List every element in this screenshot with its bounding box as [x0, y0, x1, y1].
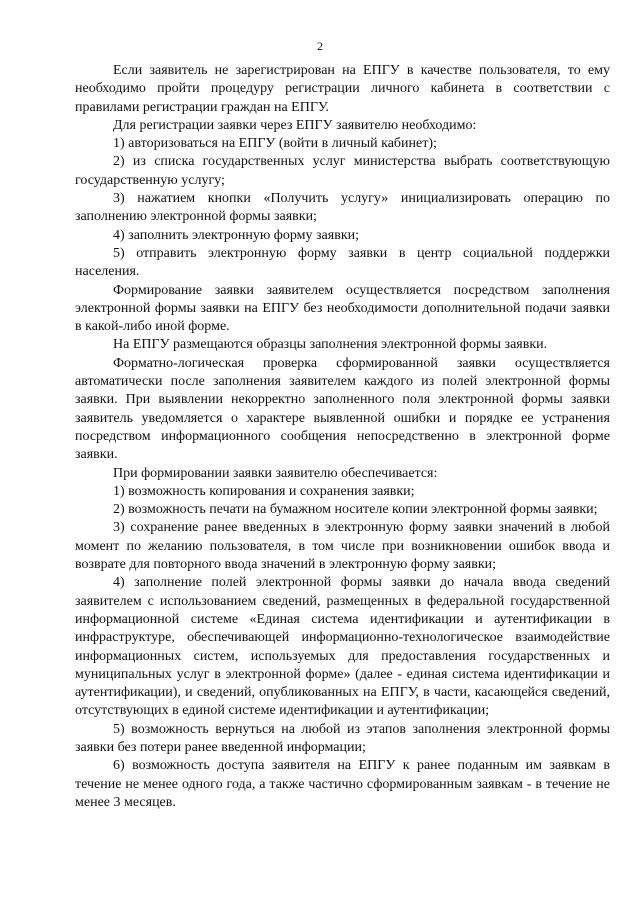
- list-item: 1) возможность копирования и сохранения заявки;: [113, 483, 415, 499]
- paragraph: Формирование заявки заявителем осуществляется посредством заполнения электронной формы заявки на ЕПГУ без необходимости дополнительной подачи заявки в какой-либо иной форме.: [75, 282, 610, 335]
- list-item: 1) авторизоваться на ЕПГУ (войти в личный кабинет);: [113, 136, 437, 152]
- paragraph: Форматно-логическая проверка сформированной заявки осуществляется автоматически после заполнения заявителем каждого из полей электронной формы заявки. При выявлении некорректно заполненного поля электронной формы заявки заявитель уведомляется о характере выявленной ошибки и порядке ее устранения посредством информационного сообщения непосредственно в электронной форме заявки.: [75, 355, 610, 463]
- list-item: 4) заполнение полей электронной формы заявки до начала ввода сведений заявителем с использованием сведений, размещенных в федеральной государственной информационной системе «Единая система идентификации и аутентификации в инфраструктуре, обеспечивающей информационно-технологическое взаимодействие информационных систем, используемых для предоставления государственных и муниципальных услуг в электронной форме» (далее - единая система идентификации и аутентификации), и сведений, опубликованных на ЕПГУ, в части, касающейся сведений, отсутствующих в единой системе идентификации и аутентификации;: [75, 575, 610, 719]
- document-body: [75, 62, 610, 812]
- paragraph: Если заявитель не зарегистрирован на ЕПГУ в качестве пользователя, то ему необходимо пройти процедуру регистрации личного кабинета в соответствии с правилами регистрации граждан на ЕПГУ.: [75, 63, 610, 115]
- list-item: 6) возможность доступа заявителя на ЕПГУ к ранее поданным им заявкам в течение не менее одного года, а также частично сформированным заявкам - в течение не менее 3 месяцев.: [75, 758, 610, 810]
- list-item: 5) отправить электронную форму заявки в центр социальной поддержки населения.: [75, 245, 610, 280]
- page-number: 2: [317, 39, 323, 53]
- list-item: 3) сохранение ранее введенных в электронную форму заявки значений в любой момент по желанию пользователя, в том числе при возникновении ошибок ввода и возврате для повторного ввода значений в электронную форму заявки;: [75, 520, 610, 573]
- paragraph: Для регистрации заявки через ЕПГУ заявителю необходимо:: [113, 117, 477, 133]
- paragraph: На ЕПГУ размещаются образцы заполнения электронной формы заявки.: [113, 337, 548, 353]
- list-item: 2) из списка государственных услуг министерства выбрать соответствующую государственную услугу;: [75, 154, 610, 188]
- paragraph: При формировании заявки заявителю обеспечивается:: [113, 465, 438, 481]
- list-item: 2) возможность печати на бумажном носителе копии электронной формы заявки;: [113, 502, 598, 518]
- list-item: 3) нажатием кнопки «Получить услугу» инициализировать операцию по заполнению электронной формы заявки;: [75, 191, 610, 225]
- list-item: 5) возможность вернуться на любой из этапов заполнения электронной формы заявки без потери ранее введенной информации;: [75, 721, 610, 755]
- list-item: 4) заполнить электронную форму заявки;: [113, 227, 360, 243]
